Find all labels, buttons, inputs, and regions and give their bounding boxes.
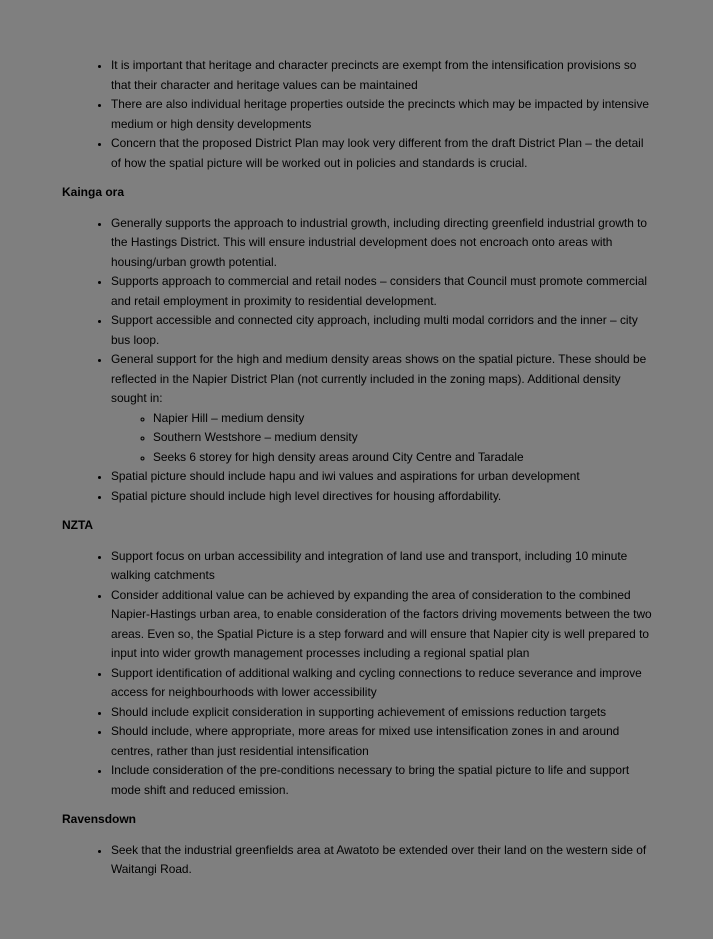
sub-bullet-list [111,409,653,468]
sub-bullet-item: ◦ Southern Westshore – medium density [153,428,653,448]
bullet-item: • Concern that the proposed District Plan may look very different from the draft District Plan – the detail of how the spatial picture will be worked out in policies and standards is crucial. [110,134,653,173]
sub-bullet-item: ◦ Napier Hill – medium density [153,409,653,429]
bullet-item: • It is important that heritage and character precincts are exempt from the intensification provisions so that their character and heritage values can be maintained [110,56,653,95]
bullet-item: • Support accessible and connected city approach, including multi modal corridors and the inner – city bus loop. [110,311,653,350]
bullet-item: • Should include explicit consideration in supporting achievement of emissions reduction targets [110,703,653,723]
bullet-item: • There are also individual heritage properties outside the precincts which may be impacted by intensive medium or high density developments [110,95,653,134]
bullet-item: • Spatial picture should include hapu and iwi values and aspirations for urban development [110,467,653,487]
bullet-item: • Spatial picture should include high level directives for housing affordability. [110,487,653,507]
bullet-list-kainga-ora [62,214,653,507]
section-heading-kainga-ora: Kainga ora [62,185,125,199]
bullet-item: • Supports approach to commercial and retail nodes – considers that Council must promote commercial and retail employment in proximity to residential development. [110,272,653,311]
bullet-list-intro [62,56,653,173]
bullet-item: • Include consideration of the pre-conditions necessary to bring the spatial picture to life and support mode shift and reduced emission. [110,761,653,800]
bullet-item: • Seek that the industrial greenfields area at Awatoto be extended over their land on the western side of Waitangi Road. [110,841,653,880]
section-heading-nzta: NZTA [62,518,94,532]
bullet-item [110,350,653,467]
bullet-item: • Generally supports the approach to industrial growth, including directing greenfield industrial growth to the Hastings District. This will ensure industrial development does not encroach onto areas with housing/urban growth potential. [110,214,653,273]
bullet-list-nzta [62,547,653,801]
bullet-item: • Support identification of additional walking and cycling connections to reduce severance and improve access for neighbourhoods with lower accessibility [110,664,653,703]
sub-bullet-item: ◦ Seeks 6 storey for high density areas around City Centre and Taradale [153,448,653,468]
bullet-text: General support for the high and medium density areas shows on the spatial picture. These should be reflected in the Napier District Plan (not currently included in the zoning maps). Additional density sought in: [111,352,647,405]
section-heading-ravensdown: Ravensdown [62,812,137,826]
bullet-item: • Should include, where appropriate, more areas for mixed use intensification zones in and around centres, rather than just residential intensification [110,722,653,761]
bullet-item: • Support focus on urban accessibility and integration of land use and transport, including 10 minute walking catchments [110,547,653,586]
bullet-list-ravensdown [62,841,653,880]
bullet-item: • Consider additional value can be achieved by expanding the area of consideration to the combined Napier-Hastings urban area, to enable consideration of the factors driving movements between the two areas. Even so, the Spatial Picture is a step forward and will ensure that Napier city is well prepared to input into wider growth management processes including a regional spatial plan [110,586,653,664]
